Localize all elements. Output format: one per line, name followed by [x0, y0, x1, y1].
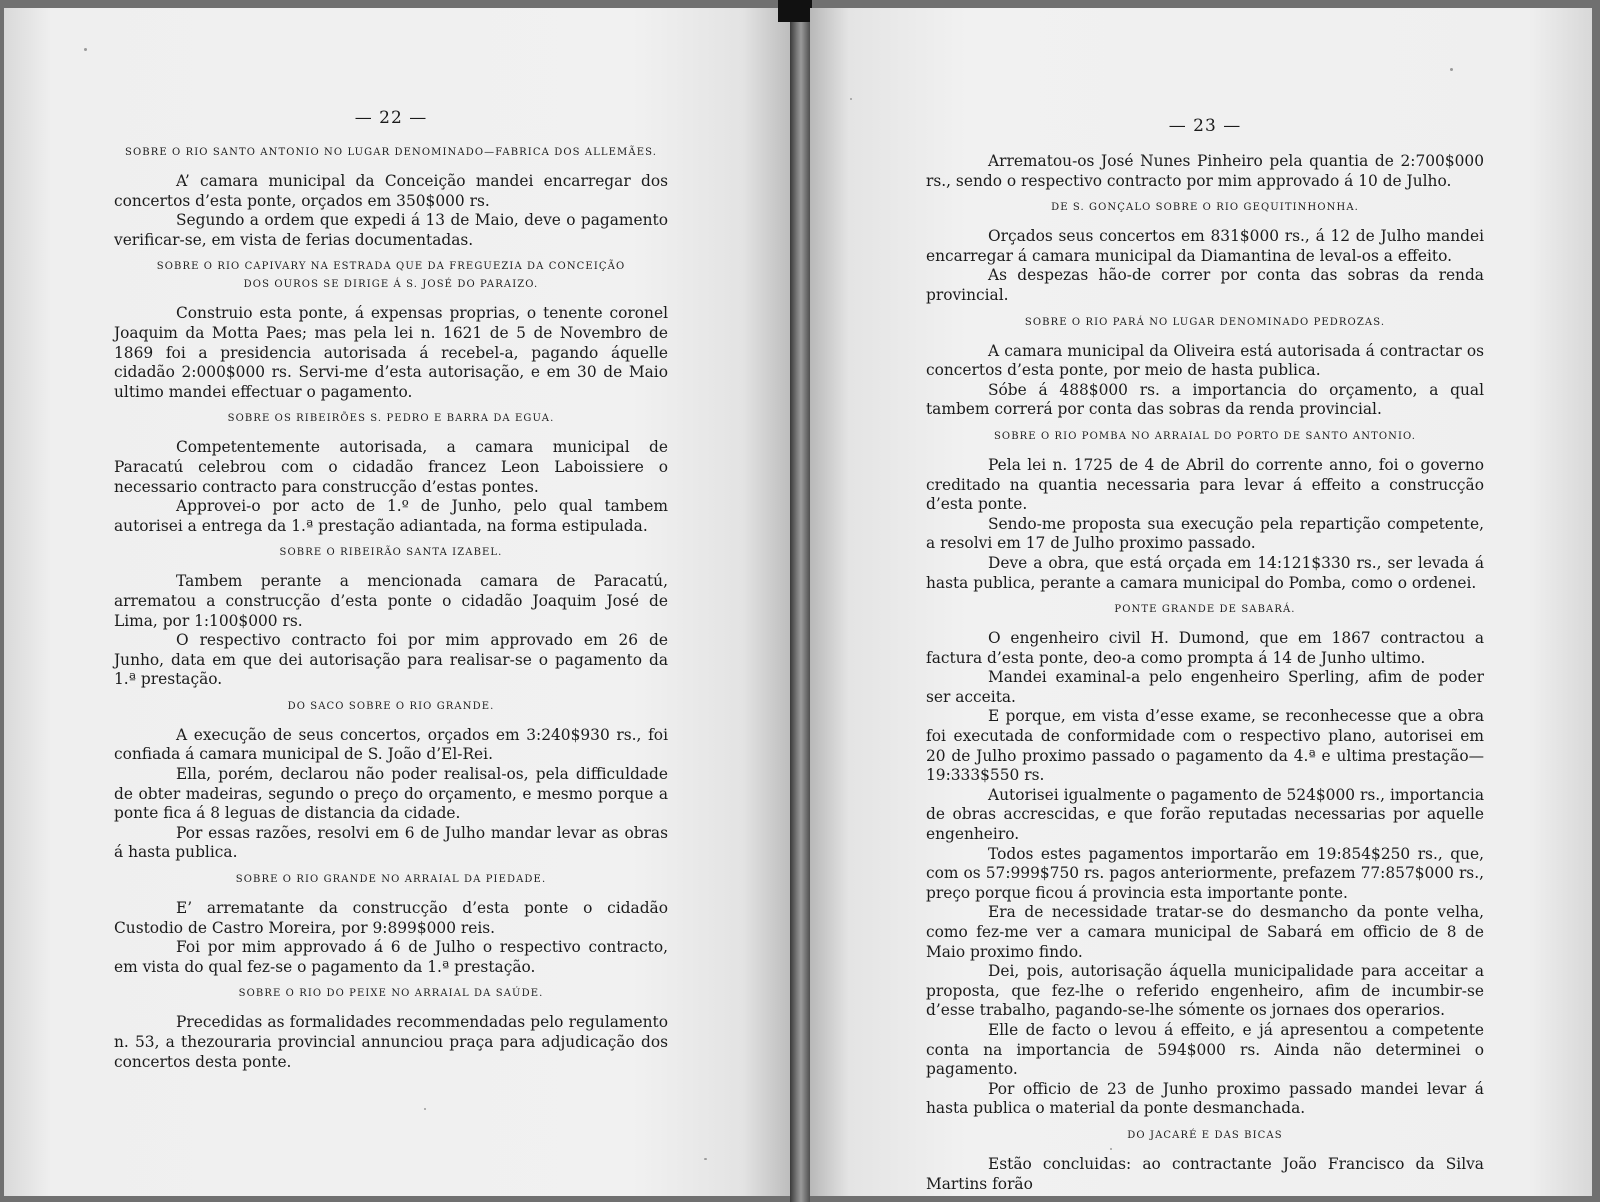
section-heading: PONTE GRANDE DE SABARÁ. [1114, 604, 1296, 616]
paragraph: E porque, em vista d’esse exame, se reconhecesse que a obra foi executada de conformidade com o respectivo plano, autorisei em 20 de Julho proximo passado o pagamento da 4.ª e ultima prestação—19:333$550 rs. [926, 707, 1484, 785]
section-heading: DO SACO SOBRE O RIO GRANDE. [287, 700, 495, 712]
section-heading: SOBRE O RIO SANTO ANTONIO NO LUGAR DENOMINADO—FABRICA DOS ALLEMÃES. [125, 147, 657, 158]
paragraph: Competentemente autorisada, a camara municipal de Paracatú celebrou com o cidadão francez Leon Laboissiere o necessario contracto para construcção d’estas pontes. [114, 438, 668, 496]
section [926, 428, 1484, 593]
paragraph: Tambem perante a mencionada camara de Paracatú, arrematou a construcção d’esta ponte o cidadão Joaquim José de Lima, por 1:100$000 rs. [114, 572, 668, 630]
section-heading: SOBRE O RIO PARÁ NO LUGAR DENOMINADO PEDROZAS. [1024, 316, 1386, 328]
paragraph: Arrematou-os José Nunes Pinheiro pela quantia de 2:700$000 rs., sendo o respectivo contracto por mim approvado á 10 de Julho. [926, 152, 1484, 190]
paragraph: Por officio de 23 de Junho proximo passado mandei levar á hasta publica o material da ponte desmanchada. [926, 1079, 1484, 1118]
section [114, 410, 668, 536]
section-heading: DO JACARÉ E DAS BICAS [1127, 1129, 1283, 1141]
paragraph: Sóbe á 488$000 rs. a importancia do orçamento, a qual tambem correrá por conta das sobras da renda provincial. [926, 380, 1484, 419]
section-heading: SOBRE O RIO CAPIVARY NA ESTRADA QUE DA FREGUEZIA DA CONCEIÇÃO DOS OUROS SE DIRIGE Á S. JOSÉ DO PARAIZO. [156, 261, 626, 291]
section [926, 314, 1484, 420]
section [114, 258, 668, 402]
section-heading: SOBRE O RIO DO PEIXE NO ARRAIAL DA SAÚDE. [238, 988, 544, 1000]
paragraph: O engenheiro civil H. Dumond, que em 1867 contractou a factura d’esta ponte, deo-a como prompta á 14 de Junho ultimo. [926, 629, 1484, 667]
paragraph: Todos estes pagamentos importarão em 19:854$250 rs., que, com os 57:999$750 rs. pagos anteriormente, prefazem 77:857$000 rs., preço porque ficou á provincia esta importante ponte. [926, 844, 1484, 902]
section-heading: SOBRE OS RIBEIRÕES S. PEDRO E BARRA DA EGUA. [227, 413, 555, 425]
section [926, 199, 1484, 305]
paragraph: Ella, porém, declarou não poder realisal-os, pela difficuldade de obter madeiras, segundo o preço do orçamento, e mesmo porque a ponte fica á 8 leguas de distancia da cidade. [114, 765, 668, 823]
paragraph: A execução de seus concertos, orçados em 3:240$930 rs., foi confiada á camara municipal de S. João d’El-Rei. [114, 725, 668, 764]
paragraph: Pela lei n. 1725 de 4 de Abril do corrente anno, foi o governo creditado na quantia necessaria para levar á effeito a construcção d’esta ponte. [926, 455, 1484, 514]
paragraph: E’ arrematante da construcção d’esta ponte o cidadão Custodio de Castro Moreira, por 9:899$000 reis. [114, 899, 668, 937]
page-number: — 22 — [354, 108, 428, 128]
section-heading: SOBRE O RIBEIRÃO SANTA IZABEL. [279, 547, 503, 559]
page-number: — 23 — [1168, 116, 1242, 136]
section-heading: SOBRE O RIO GRANDE NO ARRAIAL DA PIEDADE. [235, 874, 547, 886]
paper-speck [84, 48, 87, 51]
paragraph: A’ camara municipal da Conceição mandei encarregar dos concertos d’esta ponte, orçados em 350$000 rs. [114, 172, 668, 210]
paragraph: Mandei examinal-a pelo engenheiro Sperling, afim de poder ser acceita. [926, 668, 1484, 706]
paper-speck [850, 98, 852, 100]
section [114, 544, 668, 690]
paper-speck [424, 1108, 426, 1110]
paragraph: O respectivo contracto foi por mim approvado em 26 de Junho, data em que dei autorisação para realisar-se o pagamento da 1.ª prestação. [114, 631, 668, 689]
paragraph: Autorisei igualmente o pagamento de 524$000 rs., importancia de obras accrescidas, e que forão reputadas necessarias por aquelle engenheiro. [926, 785, 1484, 844]
paragraph: Approvei-o por acto de 1.º de Junho, pelo qual tambem autorisei a entrega da 1.ª prestação adiantada, na forma estipulada. [114, 497, 668, 535]
paragraph: A camara municipal da Oliveira está autorisada á contractar os concertos d’esta ponte, por meio de hasta publica. [926, 341, 1484, 380]
section [926, 1127, 1484, 1194]
section [114, 985, 668, 1072]
paragraph: Deve a obra, que está orçada em 14:121$330 rs., ser levada á hasta publica, perante a camara municipal do Pomba, como o ordenei. [926, 553, 1484, 592]
paragraph: Sendo-me proposta sua execução pela repartição competente, a resolvi em 17 de Julho proximo passado. [926, 514, 1484, 553]
paragraph: Orçados seus concertos em 831$000 rs., á 12 de Julho mandei encarregar á camara municipal da Diamantina de leval-os a effeito. [926, 227, 1484, 265]
paper-speck [1450, 68, 1453, 71]
paragraph: Foi por mim approvado á 6 de Julho o respectivo contracto, em vista do qual fez-se o pagamento da 1.ª prestação. [114, 938, 668, 976]
paragraph: As despezas hão-de correr por conta das sobras da renda provincial. [926, 266, 1484, 304]
paragraph: Dei, pois, autorisação áquella municipalidade para acceitar a proposta, que fez-lhe o referido engenheiro, afim de incumbir-se d’esse trabalho, pagando-se-lhe sómente os jornaes dos operarios. [926, 962, 1484, 1020]
paragraph: Segundo a ordem que expedi á 13 de Maio, deve o pagamento verificar-se, em vista de ferias documentadas. [114, 211, 668, 249]
paper-speck [704, 1158, 707, 1160]
book-gutter [790, 0, 810, 1202]
paragraph: Por essas razões, resolvi em 6 de Julho mandar levar as obras á hasta publica. [114, 823, 668, 862]
left-page [4, 8, 790, 1196]
section-heading: SOBRE O RIO POMBA NO ARRAIAL DO PORTO DE SANTO ANTONIO. [993, 430, 1417, 442]
paragraph: Elle de facto o levou á effeito, e já apresentou a competente conta na importancia de 594$000 rs. Ainda não determinei o pagamento. [926, 1020, 1484, 1079]
paragraph: Construio esta ponte, á expensas proprias, o tenente coronel Joaquim da Motta Paes; mas pela lei n. 1621 de 5 de Novembro de 1869 foi a presidencia autorisada á recebel-a, pagando áquelle cidadão 2:000$000 rs. Servi-me d’esta autorisação, e em 30 de Maio ultimo mandei effectuar o pagamento. [114, 304, 668, 401]
section [114, 698, 668, 863]
section [926, 601, 1484, 1119]
paragraph: Precedidas as formalidades recommendadas pelo regulamento n. 53, a thezouraria provincial annunciou praça para adjudicação dos concertos desta ponte. [114, 1013, 668, 1071]
paper-speck [1110, 1148, 1112, 1150]
binding-clip [778, 0, 812, 22]
right-page [810, 8, 1592, 1196]
section [114, 871, 668, 977]
paragraph: Estão concluidas: ao contractante João Francisco da Silva Martins forão [926, 1154, 1484, 1193]
section [114, 144, 668, 250]
section-heading: DE S. GONÇALO SOBRE O RIO GEQUITINHONHA. [1051, 202, 1359, 214]
paragraph: Era de necessidade tratar-se do desmancho da ponte velha, como fez-me ver a camara municipal de Sabará em officio de 8 de Maio proximo findo. [926, 903, 1484, 961]
